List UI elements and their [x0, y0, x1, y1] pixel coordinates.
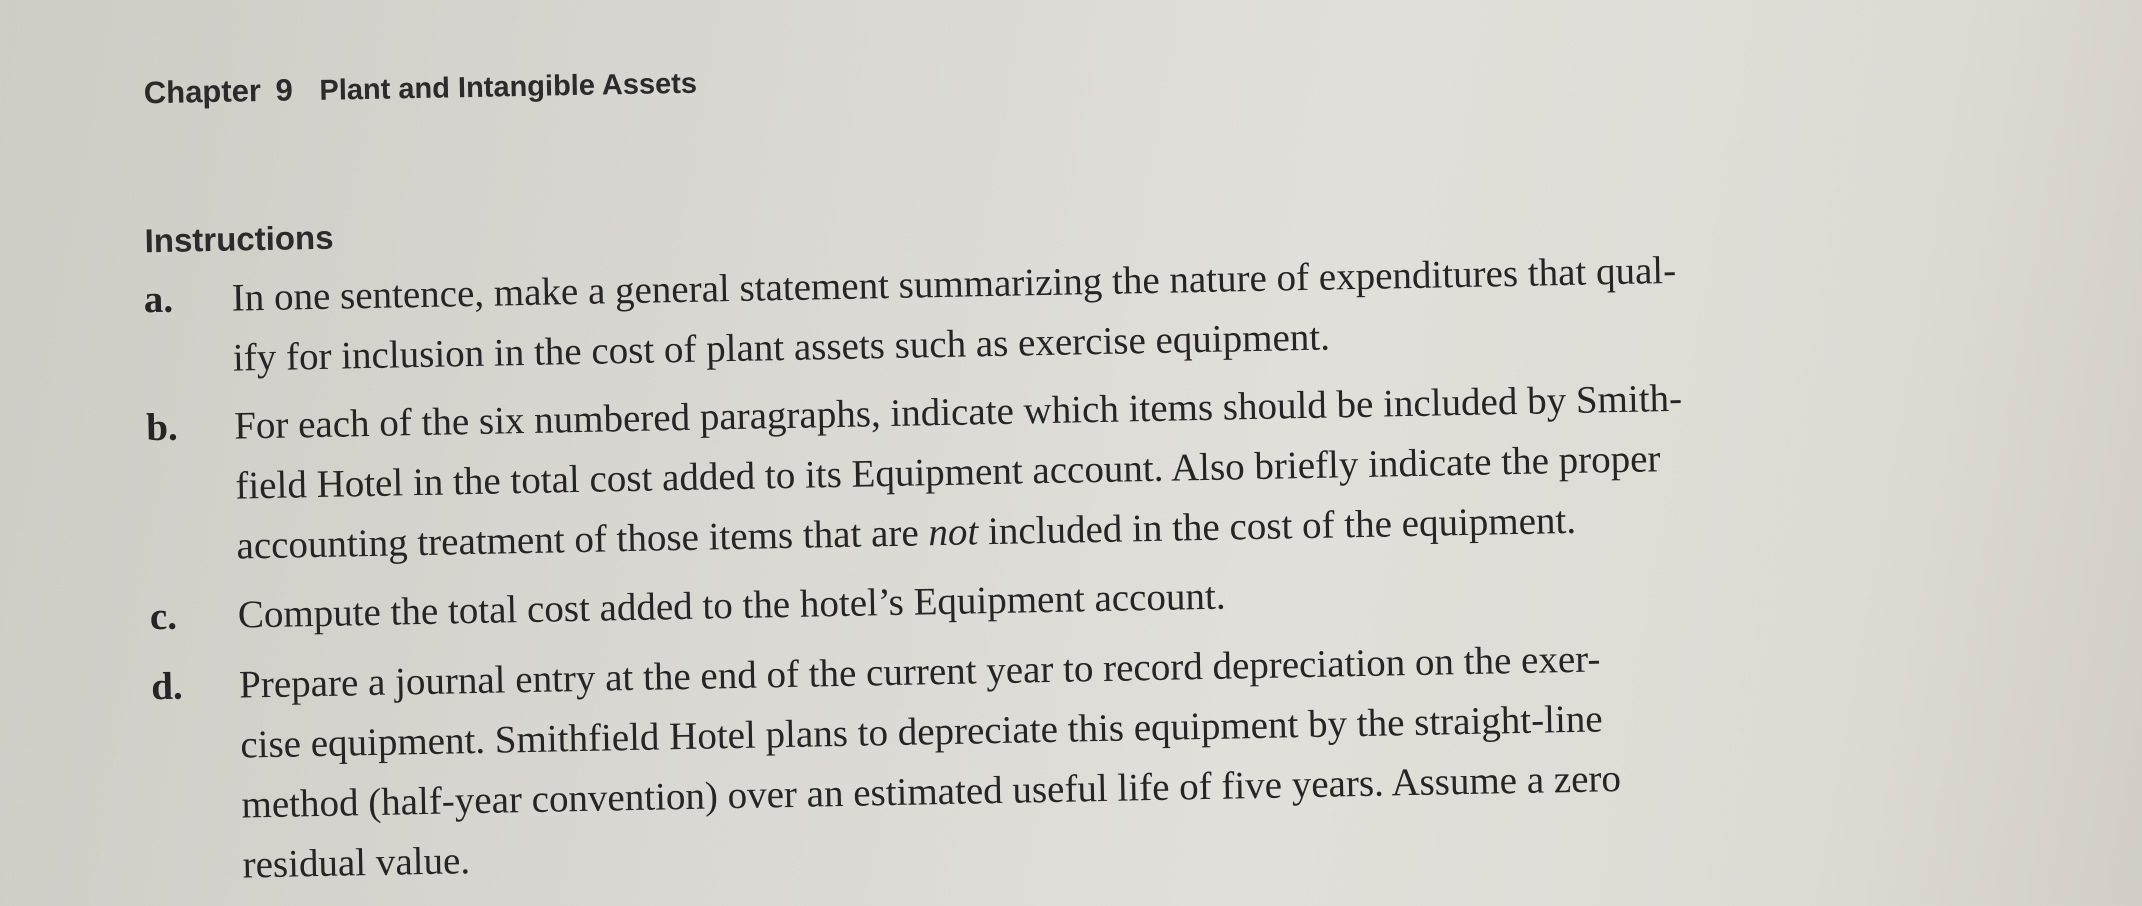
chapter-header — [143, 65, 697, 112]
item-text — [234, 369, 1685, 577]
item-line: ify for inclusion in the cost of plant assets such as exercise equipment. — [232, 315, 1331, 380]
chapter-title: Plant and Intangible Assets — [319, 67, 698, 107]
emphasis-not: not — [928, 510, 979, 555]
item-text — [239, 629, 1623, 895]
item-letter: b. — [145, 405, 179, 450]
item-letter: c. — [149, 594, 178, 639]
item-text — [231, 241, 1678, 389]
item-line: In one sentence, make a general statement summarizing the nature of expenditures that qual- — [231, 248, 1677, 320]
item-line: Prepare a journal entry at the end of the current year to record depreciation on the exer- — [238, 637, 1601, 707]
item-line: field Hotel in the total cost added to its Equipment account. Also briefly indicate the proper — [234, 437, 1661, 508]
item-line: residual value. — [242, 839, 471, 887]
item-line: For each of the six numbered paragraphs, indicate which items should be included by Smith- — [233, 376, 1683, 448]
item-line-segment: included in the cost of the equipment. — [987, 498, 1577, 554]
item-text — [237, 567, 1226, 646]
item-line-segment: accounting treatment of those items that are — [236, 511, 920, 568]
chapter-number: 9 — [275, 72, 294, 108]
chapter-word: Chapter — [143, 73, 262, 111]
item-line: cise equipment. Smithfield Hotel plans to depreciate this equipment by the straight-line — [239, 697, 1604, 767]
item-letter: a. — [143, 277, 174, 322]
item-line: method (half-year convention) over an estimated useful life of five years. Assume a zero — [241, 757, 1622, 827]
item-line: Compute the total cost added to the hotel’s Equipment account. — [237, 574, 1226, 637]
instructions-heading: Instructions — [144, 218, 334, 260]
item-letter: d. — [150, 664, 184, 709]
instruction-item-a — [143, 232, 2142, 380]
